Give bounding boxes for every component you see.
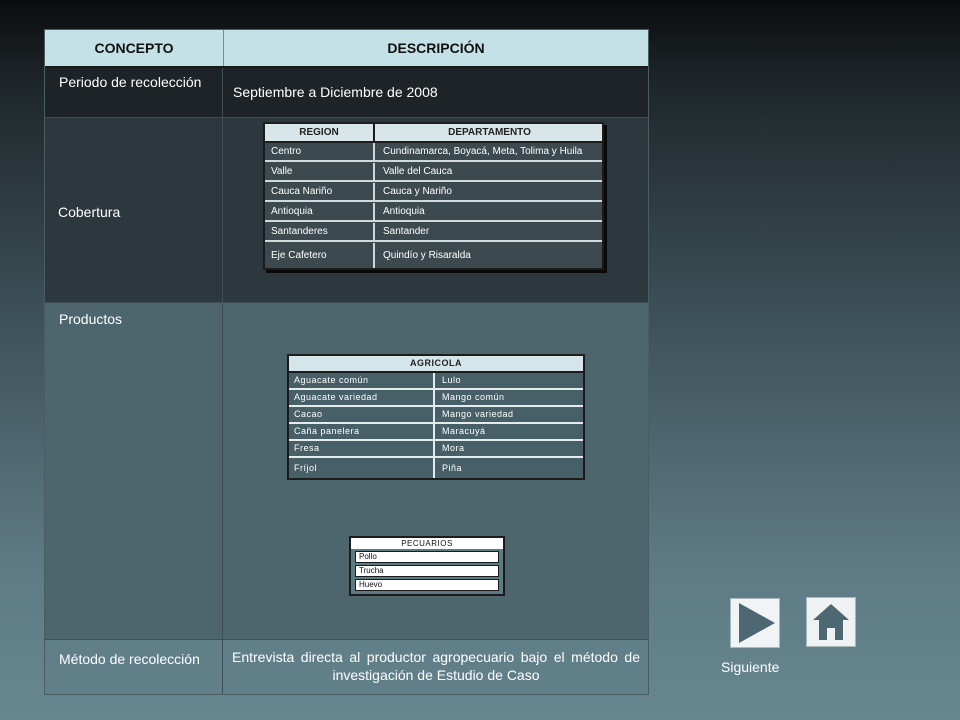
agricola-row [289,373,583,390]
region-cell: Antioquia [265,203,375,220]
header-descripcion: DESCRIPCIÓN [387,40,485,56]
row-label: Periodo de recolección [45,68,223,117]
header-concepto: CONCEPTO [45,30,224,66]
pecuarios-row [355,579,499,591]
departamento-cell: Cauca y Nariño [383,186,452,197]
agricola-row [289,441,583,458]
agricola-row [289,407,583,424]
product-cell: Fresa [289,441,435,456]
product-cell: Fríjol [289,458,435,478]
region-cell: Santanderes [265,223,375,240]
pecuario-item: Huevo [359,580,383,589]
product-cell: Aguacate variedad [289,390,435,405]
row-value: Septiembre a Diciembre de 2008 [233,84,438,100]
home-button[interactable] [806,597,856,647]
cobertura-row [265,243,602,268]
product-cell: Mango variedad [442,409,514,419]
product-cell: Mora [442,443,465,453]
region-cell: Eje Cafetero [265,243,375,268]
cobertura-table [263,122,604,270]
row-label: Productos [45,303,223,639]
agricola-table [287,354,585,480]
cobertura-row [265,183,602,202]
cobertura-header-region: REGION [265,124,375,141]
region-cell: Cauca Nariño [265,183,375,200]
product-cell: Caña panelera [289,424,435,439]
agricola-row [289,390,583,407]
table-row-periodo [45,68,648,118]
pecuario-item: Trucha [359,566,384,575]
cobertura-row [265,143,602,162]
region-cell: Centro [265,143,375,160]
table-header [45,30,648,68]
agricola-title: AGRICOLA [410,358,462,368]
home-icon [807,598,855,646]
product-cell: Maracuyá [442,426,486,436]
cobertura-row [265,203,602,222]
product-cell: Aguacate común [289,373,435,388]
departamento-cell: Valle del Cauca [383,166,453,177]
row-label: Método de recolección [45,640,223,694]
agricola-row [289,458,583,478]
next-label[interactable]: Siguiente [721,659,780,675]
product-cell: Mango común [442,392,505,402]
cobertura-header-departamento: DEPARTAMENTO [448,127,531,138]
table-row-metodo [45,640,648,694]
row-value: Entrevista directa al productor agropecuario bajo el método de investigación de Estudio de Caso [232,649,640,683]
agricola-header [289,356,583,373]
cobertura-header [265,124,602,143]
product-cell: Piña [442,463,463,473]
departamento-cell: Antioquia [383,206,425,217]
departamento-cell: Quindío y Risaralda [383,250,471,261]
product-cell: Lulo [442,375,462,385]
agricola-row [289,424,583,441]
cobertura-row [265,223,602,242]
product-cell: Cacao [289,407,435,422]
region-cell: Valle [265,163,375,180]
next-button[interactable] [730,598,780,648]
pecuarios-table [349,536,505,596]
pecuarios-row [355,565,499,577]
pecuarios-row [355,551,499,563]
cobertura-row [265,163,602,182]
pecuario-item: Pollo [359,552,377,561]
play-triangle-icon [731,599,779,647]
pecuarios-title: PECUARIOS [351,538,503,549]
main-table [44,29,649,695]
departamento-cell: Cundinamarca, Boyacá, Meta, Tolima y Huila [383,146,583,157]
departamento-cell: Santander [383,226,430,237]
row-label: Cobertura [45,118,223,302]
